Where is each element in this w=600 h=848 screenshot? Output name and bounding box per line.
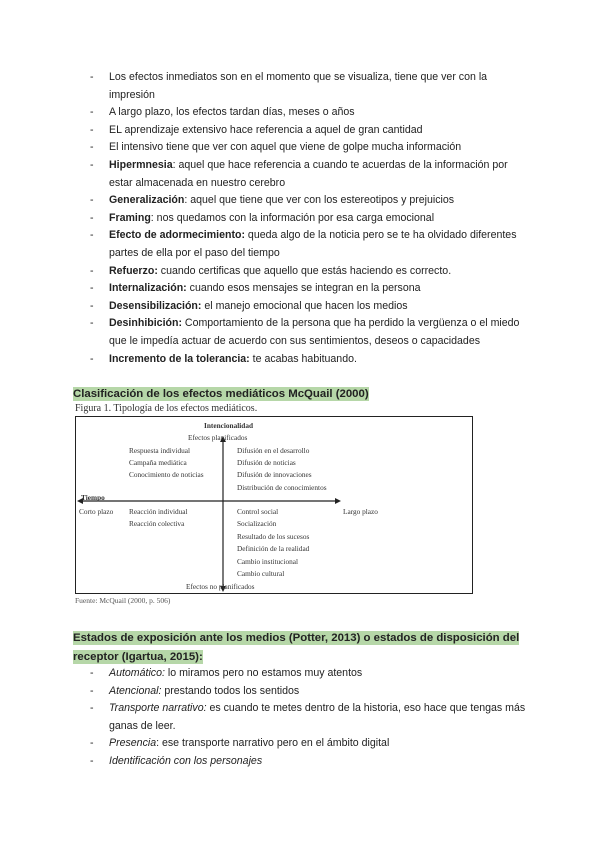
effects-list <box>90 69 530 368</box>
list-term: Atencional: <box>109 684 162 697</box>
list-term: Transporte narrativo: <box>109 702 207 715</box>
exposure-states-list <box>90 665 530 771</box>
list-term: Desinhibición: <box>109 317 182 330</box>
figure-caption: Figura 1. Tipología de los efectos mediáticos. <box>75 403 258 414</box>
list-term: Incremento de la tolerancia: <box>109 352 250 365</box>
list-dash: - <box>90 684 94 697</box>
list-item <box>90 69 530 104</box>
quadrant-item: Campaña mediática <box>129 458 187 467</box>
list-dash: - <box>90 211 94 224</box>
list-term: Presencia <box>109 737 157 750</box>
list-item <box>90 263 530 281</box>
label-planned-effects: Efectos planificados <box>188 433 248 442</box>
highlighted-heading: Clasificación de los efectos mediáticos McQuail (2000) <box>73 388 369 400</box>
list-item <box>90 753 530 771</box>
list-item <box>90 139 530 157</box>
axis-label-time: Tiempo <box>81 493 105 502</box>
list-text: El intensivo tiene que ver con aquel que viene de golpe mucha información <box>109 141 462 154</box>
list-text: Los efectos inmediatos son en el momento que se visualiza, tiene que ver con la impresión <box>109 71 488 101</box>
list-term: Internalización: <box>109 282 187 295</box>
quadrant-item: Resultado de los sucesos <box>237 532 310 541</box>
list-item <box>90 683 530 701</box>
list-term: Framing <box>109 211 151 224</box>
list-dash: - <box>90 702 94 715</box>
list-item <box>90 210 530 228</box>
list-text: : aquel que tiene que ver con los estereotipos y prejuicios <box>184 194 455 207</box>
list-term: Identificación con los personajes <box>109 754 263 767</box>
list-item <box>90 351 530 369</box>
list-text: lo miramos pero no estamos muy atentos <box>164 667 363 679</box>
list-text: cuando certificas que aquello que estás haciendo es correcto. <box>157 264 452 277</box>
list-term: Desensibilización: <box>109 299 202 312</box>
list-text: EL aprendizaje extensivo hace referencia a aquel de gran cantidad <box>109 123 423 136</box>
list-text: prestando todos los sentidos <box>161 684 300 697</box>
quadrant-item: Definición de la realidad <box>237 544 310 553</box>
quadrant-item: Cambio cultural <box>237 569 285 578</box>
list-term: Hipermnesia <box>109 158 173 171</box>
quadrant-item: Respuesta individual <box>129 446 191 455</box>
list-dash: - <box>90 667 94 679</box>
list-term: Generalización <box>109 194 185 207</box>
list-text: te acabas habituando. <box>249 352 357 365</box>
list-text: el manejo emocional que hacen los medios <box>201 299 408 312</box>
list-item <box>90 280 530 298</box>
list-item <box>90 104 530 122</box>
list-dash: - <box>90 264 94 277</box>
list-dash: - <box>90 194 94 207</box>
quadrant-item: Reacción individual <box>129 507 188 516</box>
list-text: es cuando te metes dentro de la historia, eso hace que tengas más ganas de leer. <box>109 702 526 732</box>
list-text: A largo plazo, los efectos tardan días, meses o años <box>109 106 355 119</box>
label-long-term: Largo plazo <box>343 507 378 516</box>
list-dash: - <box>90 317 94 330</box>
list-dash: - <box>90 282 94 295</box>
quadrant-item: Distribución de conocimientos <box>237 483 327 492</box>
list-term: Refuerzo: <box>109 264 158 277</box>
list-dash: - <box>90 737 94 750</box>
list-text: : ese transporte narrativo pero en el ámbito digital <box>156 737 390 750</box>
list-dash: - <box>90 352 94 365</box>
label-short-term: Corto plazo <box>79 507 114 516</box>
list-dash: - <box>90 158 94 171</box>
list-term: Automático: <box>109 667 165 679</box>
quadrant-item: Difusión en el desarrollo <box>237 446 310 455</box>
list-text: cuando esos mensajes se integran en la persona <box>186 282 421 295</box>
list-item <box>90 298 530 316</box>
quadrant-item: Conocimiento de noticias <box>129 470 204 479</box>
list-text: Comportamiento de la persona que ha perdido la vergüenza o el miedo que le impedía actuar de acuerdo con sus sentimientos, deseos o capacidades <box>109 317 520 347</box>
list-item <box>90 315 530 350</box>
list-item <box>90 665 530 683</box>
list-text: : nos quedamos con la información por esa carga emocional <box>150 211 435 224</box>
axis-label-intentionality: Intencionalidad <box>204 421 254 430</box>
list-item <box>90 700 530 735</box>
list-text: queda algo de la noticia pero se te ha olvidado diferentes partes de ella por el paso del tiempo <box>109 229 517 259</box>
figure-source: Fuente: McQuail (2000, p. 506) <box>75 596 171 605</box>
section-heading-mcquail <box>73 384 533 403</box>
quadrant-item: Control social <box>237 507 279 516</box>
quadrant-item: Socialización <box>237 519 277 528</box>
list-item <box>90 157 530 192</box>
list-item <box>90 735 530 753</box>
list-dash: - <box>90 141 94 154</box>
quadrant-item: Reacción colectiva <box>129 519 185 528</box>
list-item <box>90 192 530 210</box>
label-unplanned-effects: Efectos no planificados <box>186 582 255 591</box>
list-item <box>90 122 530 140</box>
arrow-right-icon <box>335 498 341 504</box>
quadrant-item: Cambio institucional <box>237 557 299 566</box>
quadrant-item: Difusión de noticias <box>237 458 296 467</box>
list-dash: - <box>90 229 94 242</box>
list-dash: - <box>90 106 94 119</box>
list-dash: - <box>90 299 94 312</box>
effects-typology-figure <box>75 416 473 594</box>
list-text: : aquel que hace referencia a cuando te acuerdas de la información por estar almacenada en nuestro cerebro <box>109 158 508 189</box>
list-term: Efecto de adormecimiento: <box>109 229 245 242</box>
list-dash: - <box>90 71 94 83</box>
quadrant-item: Difusión de innovaciones <box>237 470 312 479</box>
list-dash: - <box>90 123 94 136</box>
section-heading-exposure <box>73 628 533 666</box>
list-dash: - <box>90 754 94 767</box>
list-item <box>90 227 530 262</box>
highlighted-heading: Estados de exposición ante los medios (Potter, 2013) o estados de disposición del receptor (Igartua, 2015): <box>73 632 520 663</box>
